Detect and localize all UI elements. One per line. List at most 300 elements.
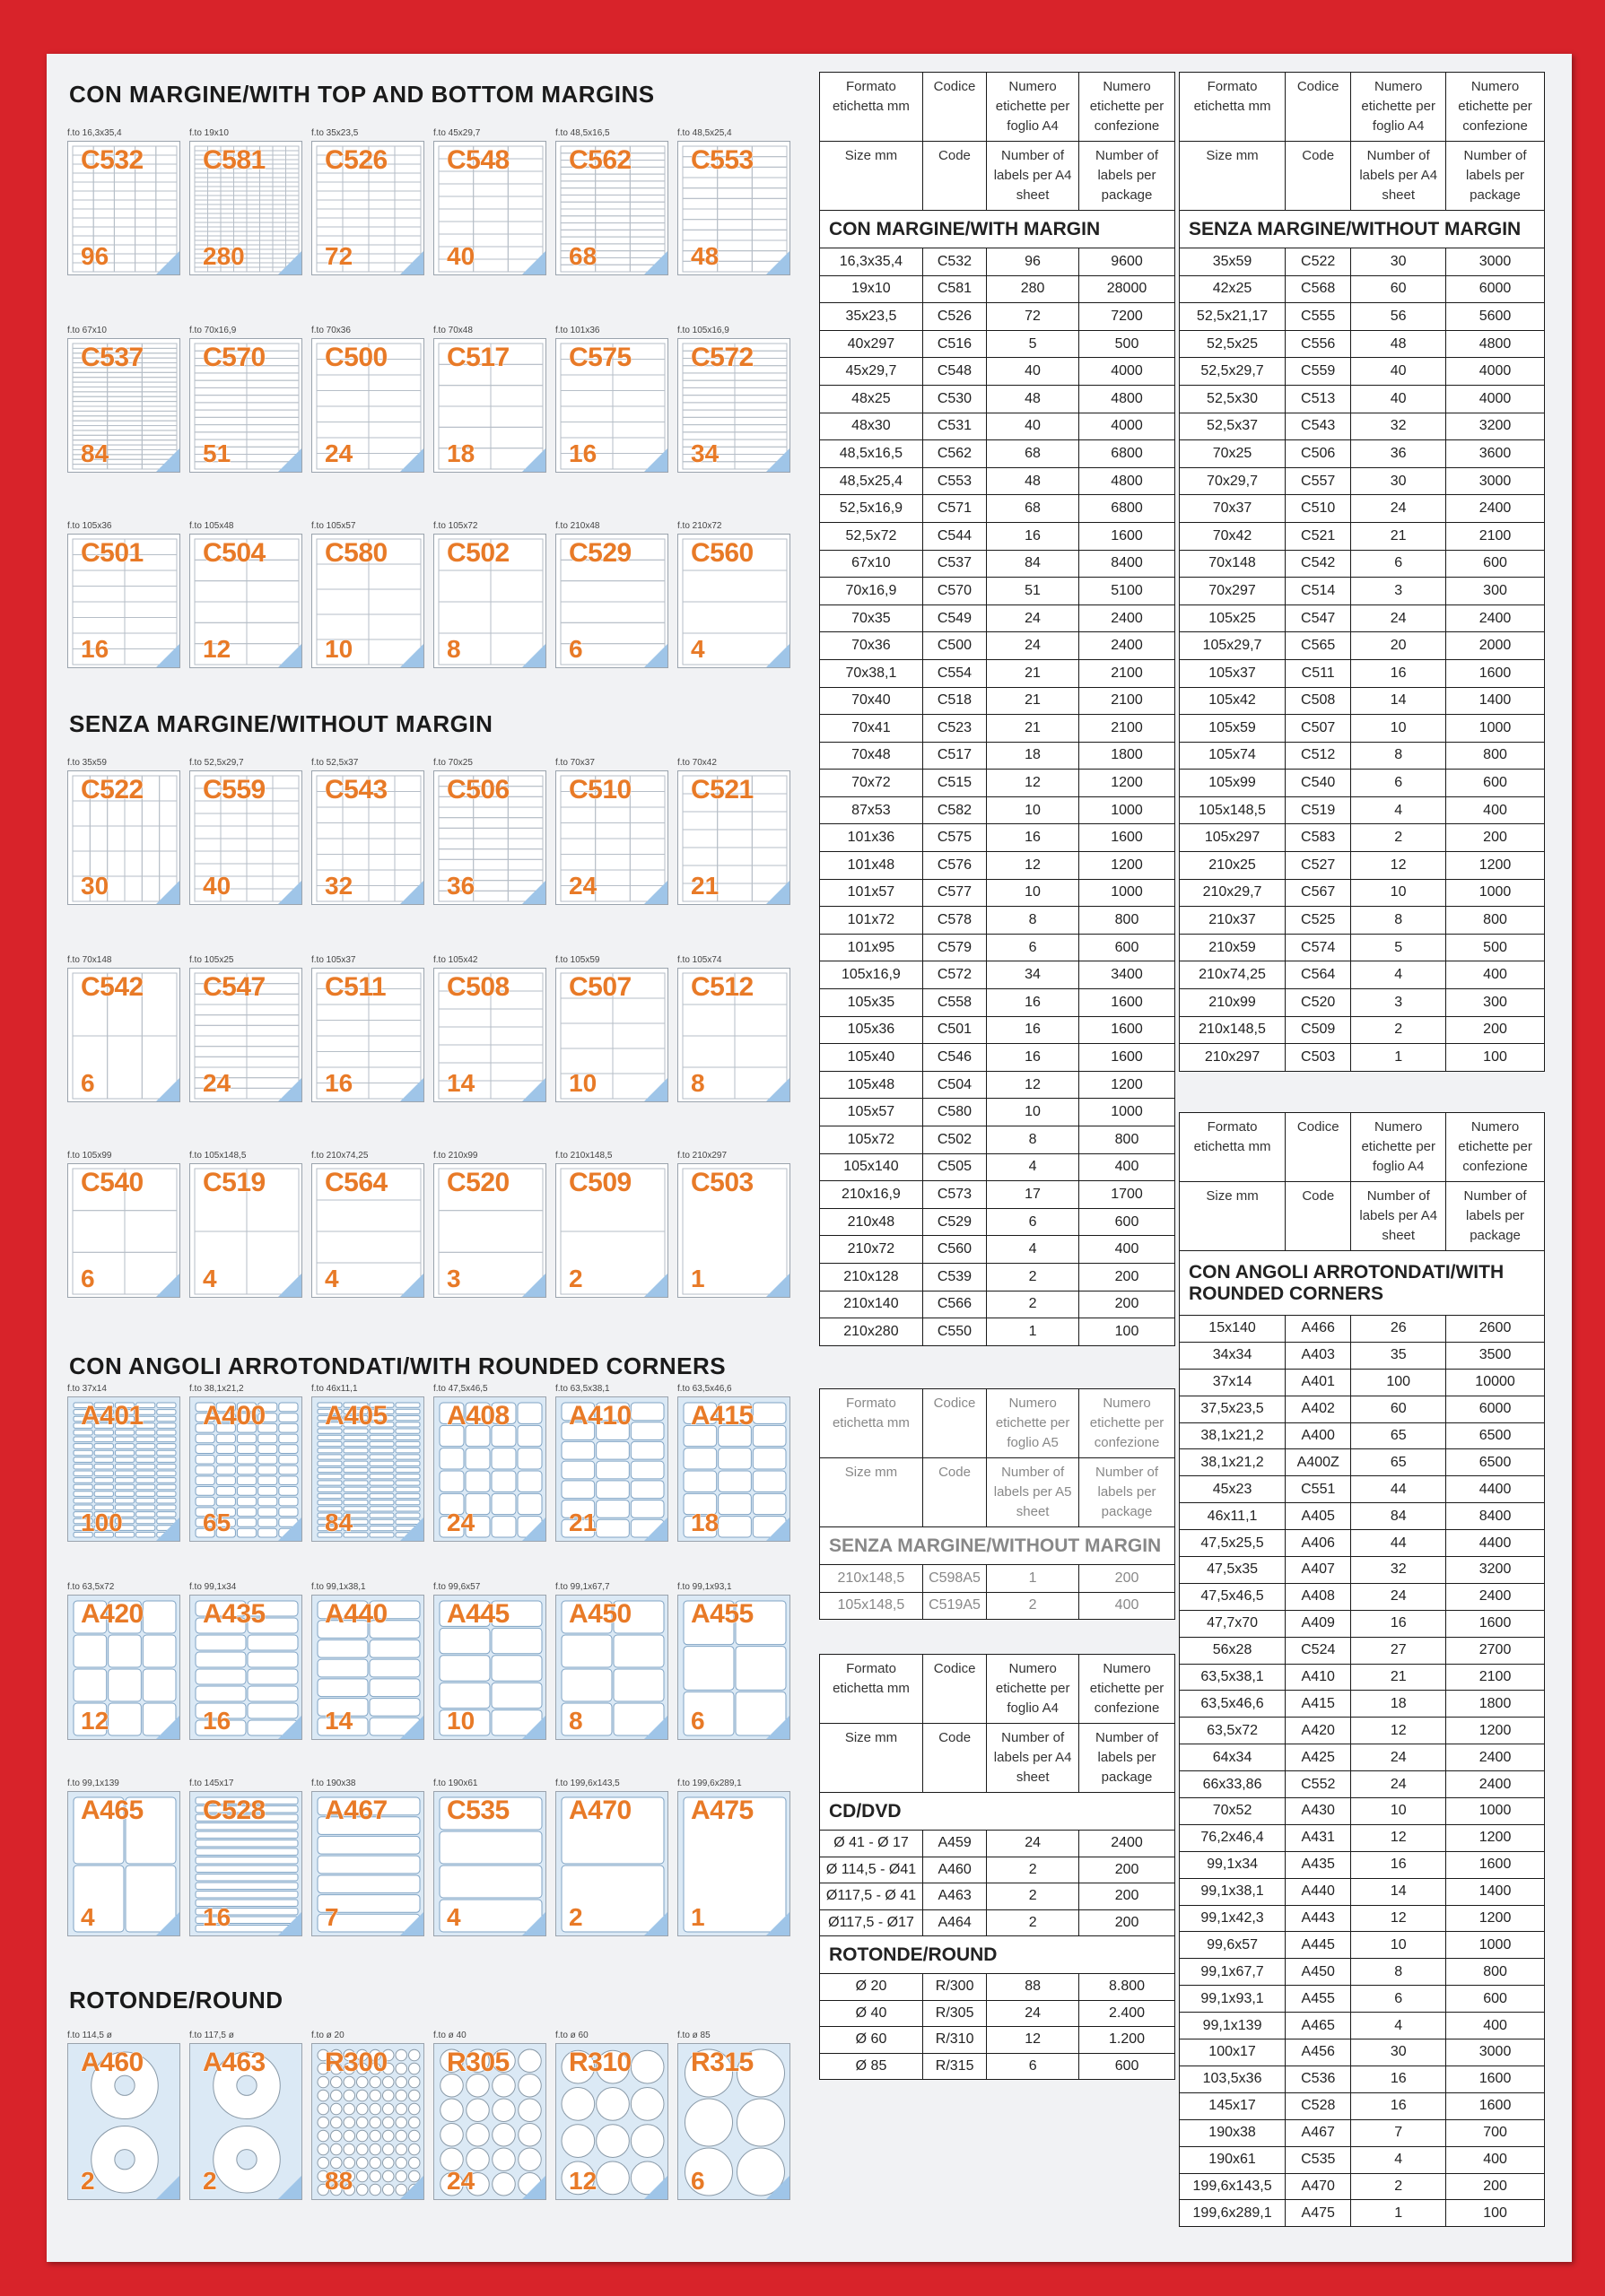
- table-row: [1180, 248, 1545, 276]
- table-cell: 21: [987, 715, 1079, 743]
- table-row: [1180, 467, 1545, 495]
- table-cell: 56x28: [1180, 1637, 1286, 1664]
- table-cell: C549: [922, 604, 986, 632]
- table-cell: C575: [922, 824, 986, 852]
- label-sheet-preview: [677, 1396, 790, 1542]
- table-cell: 47,5x46,5: [1180, 1583, 1286, 1610]
- table-cell: 4: [987, 1236, 1079, 1264]
- table-cell: 4: [1351, 961, 1446, 989]
- table-cell: 1000: [1079, 1099, 1175, 1126]
- table-cell: 64x34: [1180, 1744, 1286, 1771]
- page-curl-icon: [766, 1274, 789, 1297]
- column-header: Formato etichetta mm: [820, 73, 923, 142]
- table-row: [820, 824, 1175, 852]
- table-cell: 105x72: [820, 1126, 923, 1154]
- labels-per-sheet: 4: [81, 1903, 95, 1931]
- page-curl-icon: [400, 644, 423, 667]
- table-cell: 2: [987, 1857, 1079, 1883]
- table-row: [1180, 578, 1545, 605]
- table-cell: 3400: [1079, 961, 1175, 989]
- table-cell: C555: [1286, 303, 1351, 331]
- page-curl-icon: [766, 448, 789, 472]
- label-thumbnail: [67, 1150, 180, 1298]
- label-code: C581: [203, 145, 266, 175]
- label-code: R315: [691, 2048, 754, 2077]
- table-cell: 10: [987, 879, 1079, 907]
- label-code: A455: [691, 1599, 754, 1629]
- table-row: [1180, 2013, 1545, 2039]
- table-cell: 200: [1079, 1857, 1175, 1883]
- table-cell: 24: [987, 632, 1079, 660]
- table-row: [820, 1263, 1175, 1291]
- table-row: [820, 1208, 1175, 1236]
- table-cell: 105x36: [820, 1016, 923, 1044]
- table-cell: 6: [987, 2053, 1079, 2080]
- label-thumbnail: [677, 2030, 790, 2200]
- table-cell: C530: [922, 385, 986, 413]
- column-header: Number of labels per A4 sheet: [987, 1724, 1079, 1793]
- table-cell: 34: [987, 961, 1079, 989]
- labels-per-sheet: 10: [447, 1707, 475, 1735]
- label-sheet-preview: [677, 770, 790, 905]
- labels-per-sheet: 16: [203, 1707, 231, 1735]
- table-cell: 190x38: [1180, 2119, 1286, 2146]
- page-curl-icon: [400, 881, 423, 904]
- table-cell: 600: [1446, 1986, 1545, 2013]
- table-cell: C556: [1286, 330, 1351, 358]
- thumbnail-format: f.to ø 85: [677, 2031, 711, 2040]
- table-cell: 52,5x72: [820, 522, 923, 550]
- table-row: [1180, 824, 1545, 852]
- page-curl-icon: [278, 644, 301, 667]
- table-cell: 199,6x143,5: [1180, 2173, 1286, 2200]
- labels-per-sheet: 100: [81, 1509, 123, 1536]
- label-thumbnail: [433, 2030, 546, 2200]
- label-code: C512: [691, 972, 754, 1002]
- table-row: [820, 2053, 1175, 2080]
- label-sheet-preview: [189, 141, 302, 275]
- labels-per-sheet: 12: [569, 2167, 598, 2195]
- table-cell: C582: [922, 796, 986, 824]
- table-row: [1180, 1959, 1545, 1986]
- table-cell: C532: [922, 248, 986, 276]
- label-thumbnail: [433, 520, 546, 668]
- table-cell: 6: [987, 934, 1079, 961]
- table-cell: 70x52: [1180, 1798, 1286, 1825]
- section-heading: CON ANGOLI ARROTONDATI/WITH ROUNDED CORNERS: [69, 1352, 727, 1379]
- label-thumbnail: [311, 1581, 424, 1740]
- table-cell: 3000: [1446, 2039, 1545, 2066]
- column-header: Numero etichette per confezione: [1079, 73, 1175, 142]
- label-code: C508: [447, 972, 510, 1002]
- label-code: C502: [447, 538, 510, 568]
- label-thumbnail: [555, 757, 668, 905]
- table-cell: C540: [1286, 770, 1351, 797]
- table-cell: 100: [1446, 1044, 1545, 1072]
- table-row: [820, 989, 1175, 1017]
- thumbnail-format: f.to 35x23,5: [311, 128, 359, 138]
- table-cell: 2000: [1446, 632, 1545, 660]
- table-cell: 2400: [1446, 1771, 1545, 1798]
- table-cell: 24: [987, 1831, 1079, 1857]
- page-curl-icon: [644, 881, 667, 904]
- table-without-margin: [1179, 72, 1545, 1072]
- table-cell: 36: [1351, 440, 1446, 468]
- labels-per-sheet: 32: [325, 872, 353, 900]
- table-cell: 1.200: [1079, 2027, 1175, 2054]
- page-curl-icon: [644, 1518, 667, 1541]
- table-cell: C567: [1286, 879, 1351, 907]
- table-cell: 105x35: [820, 989, 923, 1017]
- label-thumbnail: [677, 325, 790, 473]
- column-header: Codice: [1286, 73, 1351, 142]
- table-cell: 70x37: [1180, 495, 1286, 523]
- page-curl-icon: [156, 251, 179, 274]
- thumbnail-format: f.to 16,3x35,4: [67, 128, 122, 138]
- table-cell: 800: [1446, 742, 1545, 770]
- labels-per-sheet: 2: [203, 2167, 217, 2195]
- table-cell: A401: [1286, 1369, 1351, 1396]
- table-row: [1180, 1824, 1545, 1851]
- table-cell: 16: [1351, 1851, 1446, 1878]
- label-thumbnail: [311, 954, 424, 1102]
- table-cell: 200: [1446, 2173, 1545, 2200]
- table-cell: 12: [987, 1071, 1079, 1099]
- table-cell: 12: [987, 770, 1079, 797]
- table-rounded-corners: [1179, 1112, 1545, 2227]
- label-code: C507: [569, 972, 632, 1002]
- table-section-title: CON ANGOLI ARROTONDATI/WITH ROUNDED CORNERS: [1180, 1251, 1545, 1316]
- table-cell: 88: [987, 1974, 1079, 2001]
- table-cell: C506: [1286, 440, 1351, 468]
- table-cell: 14: [1351, 1878, 1446, 1905]
- column-header: Size mm: [1180, 142, 1286, 211]
- table-cell: 16: [1351, 1610, 1446, 1637]
- table-cell: C565: [1286, 632, 1351, 660]
- label-code: C503: [691, 1168, 754, 1197]
- table-cell: 52,5x16,9: [820, 495, 923, 523]
- table-cell: 210x148,5: [1180, 1016, 1286, 1044]
- table-cell: 10000: [1446, 1369, 1545, 1396]
- table-row: [1180, 604, 1545, 632]
- column-header: Size mm: [820, 1724, 923, 1793]
- table-cell: 400: [1079, 1592, 1175, 1620]
- page-curl-icon: [644, 644, 667, 667]
- table-cell: 48x25: [820, 385, 923, 413]
- table-row: [1180, 2039, 1545, 2066]
- table-cell: Ø 41 - Ø 17: [820, 1831, 923, 1857]
- thumbnail-format: f.to 210x48: [555, 521, 600, 531]
- label-code: A401: [81, 1401, 144, 1431]
- label-sheet-preview: [189, 1163, 302, 1298]
- page-curl-icon: [400, 448, 423, 472]
- label-thumbnail: [433, 1383, 546, 1542]
- table-cell: 600: [1079, 1208, 1175, 1236]
- table-cell: C576: [922, 852, 986, 880]
- table-cell: 42x25: [1180, 275, 1286, 303]
- table-row: [1180, 1691, 1545, 1718]
- table-cell: 84: [987, 550, 1079, 578]
- table-cell: A408: [1286, 1583, 1351, 1610]
- label-thumbnail: [67, 954, 180, 1102]
- labels-per-sheet: 4: [447, 1903, 461, 1931]
- labels-per-sheet: 16: [81, 635, 109, 663]
- column-header: Size mm: [820, 1458, 923, 1527]
- table-cell: C516: [922, 330, 986, 358]
- table-cell: A435: [1286, 1851, 1351, 1878]
- table-row: [1180, 1664, 1545, 1691]
- table-row: [820, 852, 1175, 880]
- table-cell: Ø 60: [820, 2027, 923, 2054]
- table-cell: 2: [987, 1909, 1079, 1936]
- label-thumbnail: [311, 325, 424, 473]
- label-sheet-preview: [311, 1163, 424, 1298]
- table-cell: 600: [1446, 550, 1545, 578]
- page-curl-icon: [278, 1912, 301, 1935]
- table-cell: 16: [1351, 2092, 1446, 2119]
- table-cell: C520: [1286, 989, 1351, 1017]
- table-cell: C580: [922, 1099, 986, 1126]
- table-cell: C505: [922, 1153, 986, 1181]
- table-cell: 4: [1351, 2013, 1446, 2039]
- table-cell: 16: [987, 522, 1079, 550]
- page-curl-icon: [278, 448, 301, 472]
- table-cell: 1000: [1079, 796, 1175, 824]
- table-cell: 105x74: [1180, 742, 1286, 770]
- thumbnail-format: f.to 210x72: [677, 521, 722, 531]
- table-row: [820, 1857, 1175, 1883]
- thumbnail-format: f.to 105x36: [67, 521, 112, 531]
- table-cell: 8400: [1446, 1503, 1545, 1530]
- table-cell: 6000: [1446, 275, 1545, 303]
- table-cell: 38,1x21,2: [1180, 1422, 1286, 1449]
- table-cell: C578: [922, 907, 986, 935]
- table-cell: C515: [922, 770, 986, 797]
- label-thumbnail: [555, 325, 668, 473]
- table-row: [820, 934, 1175, 961]
- page-curl-icon: [644, 1716, 667, 1739]
- table-cell: 800: [1446, 907, 1545, 935]
- thumbnail-format: f.to 70x42: [677, 758, 717, 768]
- table-cell: 32: [1351, 1557, 1446, 1584]
- label-code: A435: [203, 1599, 266, 1629]
- table-cell: 52,5x30: [1180, 385, 1286, 413]
- page-curl-icon: [156, 1274, 179, 1297]
- table-cell: C581: [922, 275, 986, 303]
- table-cell: 24: [1351, 1744, 1446, 1771]
- thumbnail-format: f.to 117,5 ø: [189, 2031, 234, 2040]
- label-code: A467: [325, 1796, 388, 1825]
- thumbnail-format: f.to 70x148: [67, 955, 112, 965]
- table-row: [1180, 413, 1545, 440]
- table-cell: 52,5x25: [1180, 330, 1286, 358]
- table-cell: 200: [1079, 1883, 1175, 1910]
- table-row: [820, 659, 1175, 687]
- column-header: Formato etichetta mm: [1180, 1113, 1286, 1182]
- table-cell: 10: [1351, 1932, 1446, 1959]
- table-row: [820, 907, 1175, 935]
- table-cell: 16: [987, 1044, 1079, 1072]
- table-cell: A463: [923, 1883, 987, 1910]
- label-sheet-preview: [189, 1595, 302, 1740]
- table-row: [1180, 1637, 1545, 1664]
- table-cell: 105x37: [1180, 659, 1286, 687]
- table-cell: 1600: [1079, 989, 1175, 1017]
- thumbnail-format: f.to 70x36: [311, 326, 351, 335]
- table-cell: 1200: [1446, 1905, 1545, 1932]
- table-cell: C543: [1286, 413, 1351, 440]
- page-curl-icon: [644, 1274, 667, 1297]
- table-cell: 6500: [1446, 1449, 1545, 1476]
- thumbnail-format: f.to 210x74,25: [311, 1151, 369, 1161]
- labels-per-sheet: 6: [691, 2167, 705, 2195]
- label-thumbnail: [67, 2030, 180, 2200]
- table-cell: 52,5x21,17: [1180, 303, 1286, 331]
- table-cell: 800: [1079, 907, 1175, 935]
- label-code: A470: [569, 1796, 632, 1825]
- label-code: C528: [203, 1796, 266, 1825]
- label-code: A405: [325, 1401, 388, 1431]
- table-row: [1180, 1044, 1545, 1072]
- table-cell: 105x25: [1180, 604, 1286, 632]
- table-cell: 4000: [1446, 385, 1545, 413]
- labels-per-sheet: 21: [569, 1509, 598, 1536]
- label-sheet-preview: [189, 968, 302, 1102]
- table-cell: 16: [1351, 659, 1446, 687]
- label-thumbnail: [555, 954, 668, 1102]
- label-sheet-preview: [555, 1791, 668, 1936]
- table-cell: Ø 85: [820, 2053, 923, 2080]
- thumbnail-format: f.to 63,5x72: [67, 1582, 115, 1592]
- page-curl-icon: [766, 644, 789, 667]
- table-cell: 1600: [1446, 1610, 1545, 1637]
- label-thumbnail: [189, 2030, 302, 2200]
- labels-per-sheet: 6: [81, 1069, 95, 1097]
- thumbnail-format: f.to 46x11,1: [311, 1384, 358, 1394]
- table-cell: C552: [1286, 1771, 1351, 1798]
- thumbnail-format: f.to 99,1x139: [67, 1779, 119, 1788]
- page-curl-icon: [278, 2176, 301, 2199]
- table-row: [1180, 1905, 1545, 1932]
- table-cell: 35: [1351, 1342, 1446, 1369]
- label-sheet-preview: [189, 338, 302, 473]
- labels-per-sheet: 51: [203, 439, 231, 467]
- labels-per-sheet: 3: [447, 1265, 461, 1292]
- table-row: [1180, 907, 1545, 935]
- table-cell: 2100: [1446, 1664, 1545, 1691]
- table-row: [1180, 770, 1545, 797]
- catalog-panel: [47, 54, 1572, 2262]
- table-cell: 70x25: [1180, 440, 1286, 468]
- labels-per-sheet: 30: [81, 872, 109, 900]
- table-cell: 4400: [1446, 1530, 1545, 1557]
- table-cell: 8: [987, 907, 1079, 935]
- table-cell: 12: [987, 852, 1079, 880]
- thumbnail-format: f.to 99,1x93,1: [677, 1582, 732, 1592]
- label-thumbnail: [67, 127, 180, 275]
- label-sheet-preview: [67, 1791, 180, 1936]
- table-cell: 210x297: [1180, 1044, 1286, 1072]
- label-sheet-preview: [189, 770, 302, 905]
- table-cell: 2700: [1446, 1637, 1545, 1664]
- table-cell: 24: [987, 604, 1079, 632]
- table-cell: 500: [1079, 330, 1175, 358]
- page-curl-icon: [400, 1716, 423, 1739]
- page-curl-icon: [766, 1078, 789, 1101]
- label-sheet-preview: [677, 1595, 790, 1740]
- table-cell: A464: [923, 1909, 987, 1936]
- thumbnail-format: f.to 210x297: [677, 1151, 728, 1161]
- table-cell: 56: [1351, 303, 1446, 331]
- column-header: Code: [922, 1458, 986, 1527]
- table-cell: 210x74,25: [1180, 961, 1286, 989]
- thumbnail-format: f.to 105x148,5: [189, 1151, 247, 1161]
- table-cd-round: [819, 1654, 1175, 2080]
- table-row: [1180, 1016, 1545, 1044]
- table-cell: A405: [1286, 1503, 1351, 1530]
- column-header: Number of labels per package: [1446, 142, 1545, 211]
- table-row: [820, 330, 1175, 358]
- label-code: C529: [569, 538, 632, 568]
- label-code: A475: [691, 1796, 754, 1825]
- label-sheet-preview: [433, 1595, 546, 1740]
- thumbnail-format: f.to ø 40: [433, 2031, 467, 2040]
- column-header: Numero etichette per foglio A4: [1351, 1113, 1446, 1182]
- page-curl-icon: [400, 1274, 423, 1297]
- table-cell: 105x297: [1180, 824, 1286, 852]
- table-cell: 400: [1446, 961, 1545, 989]
- table-cell: 87x53: [820, 796, 923, 824]
- table-cell: 200: [1446, 824, 1545, 852]
- table-cell: 8: [987, 1126, 1079, 1154]
- table-cell: 600: [1446, 770, 1545, 797]
- label-thumbnail: [555, 1150, 668, 1298]
- table-cell: 21: [987, 687, 1079, 715]
- table-cell: 6: [1351, 1986, 1446, 2013]
- label-thumbnail: [67, 520, 180, 668]
- table-cell: A459: [923, 1831, 987, 1857]
- table-cell: 2400: [1446, 604, 1545, 632]
- labels-per-sheet: 7: [325, 1903, 339, 1931]
- table-cell: 2: [987, 1592, 1079, 1620]
- thumbnail-format: f.to 67x10: [67, 326, 107, 335]
- table-row: [820, 413, 1175, 440]
- column-header: Codice: [922, 73, 986, 142]
- table-cell: 600: [1079, 2053, 1175, 2080]
- table-cell: 16: [1351, 2066, 1446, 2092]
- label-code: R300: [325, 2048, 388, 2077]
- table-row: [820, 358, 1175, 386]
- thumbnail-format: f.to 19x10: [189, 128, 229, 138]
- table-cell: 2: [987, 1291, 1079, 1318]
- label-sheet-preview: [677, 338, 790, 473]
- table-cell: C536: [1286, 2066, 1351, 2092]
- label-sheet-preview: [677, 2043, 790, 2200]
- table-cell: 4: [987, 1153, 1079, 1181]
- table-cell: C508: [1286, 687, 1351, 715]
- table-row: [820, 495, 1175, 523]
- table-cell: C572: [922, 961, 986, 989]
- table-cell: 76,2x46,4: [1180, 1824, 1286, 1851]
- labels-per-sheet: 8: [447, 635, 461, 663]
- labels-per-sheet: 18: [691, 1509, 720, 1536]
- label-code: C570: [203, 343, 266, 372]
- table-cell: 48,5x25,4: [820, 467, 923, 495]
- table-row: [820, 303, 1175, 331]
- table-cell: 100: [1351, 1369, 1446, 1396]
- label-code: C560: [691, 538, 754, 568]
- thumbnail-format: f.to 47,5x46,5: [433, 1384, 488, 1394]
